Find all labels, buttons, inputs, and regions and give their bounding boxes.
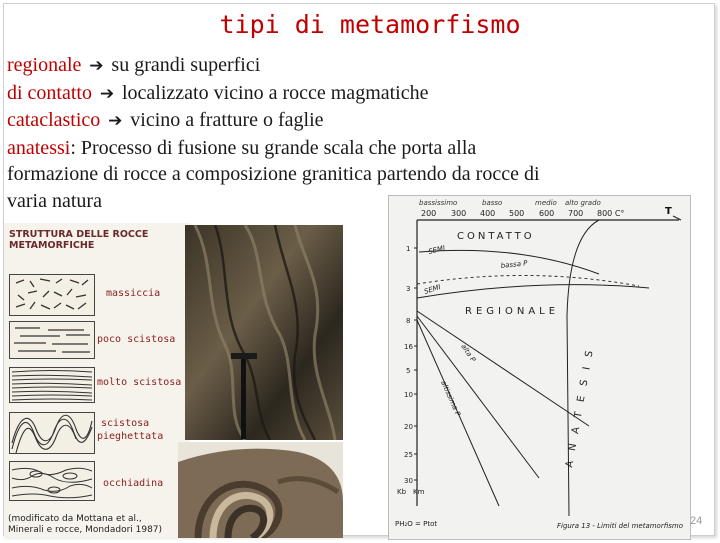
- text-regionale: su grandi superfici: [111, 54, 261, 76]
- structure-heading-line1: STRUTTURA DELLE ROCCE: [9, 229, 149, 240]
- depth-label: 30: [404, 477, 413, 485]
- keyword-cataclastico: cataclastico: [7, 109, 101, 131]
- keyword-anatessi: anatessi: [7, 136, 71, 159]
- temp-label: 400: [480, 209, 496, 218]
- slide-title: tipi di metamorfismo: [219, 10, 521, 39]
- rock-photo-outcrop: [185, 225, 343, 440]
- zone-contatto: CONTATTO: [457, 231, 535, 242]
- line-contatto: [7, 80, 707, 108]
- text-anatessi-1: : Processo di fusione su grande scala che porta alla: [70, 136, 477, 159]
- temp-label: 500: [509, 209, 525, 218]
- depth-label: 3: [406, 285, 411, 293]
- rock-photo-fold: [178, 442, 343, 538]
- depth-label: 8: [406, 317, 411, 325]
- depth-label: 20: [404, 423, 413, 431]
- line-anatessi: [7, 135, 707, 162]
- temp-label: 800 C°: [597, 209, 625, 218]
- structure-label-pieghettata: pieghettata: [97, 431, 164, 442]
- structure-label-occhiadina: occhiadina: [103, 478, 164, 489]
- zone-regionale: REGIONALE: [465, 306, 560, 317]
- temp-label: 300: [451, 209, 467, 218]
- zone-semi-1: SEMI: [427, 244, 446, 256]
- structure-heading-line2: METAMORFICHE: [9, 240, 95, 251]
- zone-semi-2: SEMI: [423, 283, 442, 296]
- caption-line2: Minerali e rocce, Mondadori 1987): [8, 525, 163, 535]
- zone-alta-p: alta P: [459, 342, 478, 364]
- line-cataclastico: [7, 107, 707, 135]
- t-axis-label: T: [665, 206, 672, 217]
- zone-bassa-p: bassa P: [500, 259, 528, 270]
- depth-label: 10: [404, 391, 413, 399]
- caption-line1: (modificato da Mottana et al.,: [8, 514, 142, 524]
- temp-label: 700: [568, 209, 584, 218]
- depth-label: 16: [404, 343, 413, 351]
- km-label: Km: [413, 488, 425, 496]
- sample-occhiadina: [9, 461, 95, 501]
- kb-label: Kb: [397, 488, 407, 496]
- sample-molto-scistosa: [9, 367, 95, 403]
- grade-label-basso: basso: [482, 199, 503, 207]
- temp-label: 600: [539, 209, 555, 218]
- grade-label-medio: medio: [535, 199, 557, 207]
- structure-heading: [9, 229, 179, 251]
- keyword-contatto: di contatto: [7, 81, 92, 104]
- grade-label-bassissimo: bassissimo: [419, 199, 458, 207]
- structure-label-scistosa: scistosa: [101, 418, 150, 429]
- text-anatessi-3: varia natura: [7, 189, 102, 212]
- grade-label-alto: alto grado: [565, 199, 601, 207]
- structure-label-poco-scistosa: poco scistosa: [97, 334, 176, 345]
- text-cataclastico: vicino a fratture o faglie: [130, 109, 324, 131]
- arrow-icon: ➔: [99, 83, 115, 104]
- slide-body: [7, 52, 707, 214]
- depth-label: 1: [406, 245, 411, 253]
- structure-label-massiccia: massiccia: [106, 288, 161, 299]
- text-anatessi-2: formazione di rocce a composizione granitica partendo da rocce di: [7, 163, 540, 185]
- ph2o-label: PH₂O = Ptot: [395, 520, 438, 528]
- arrow-icon: ➔: [108, 111, 123, 131]
- page-number: 24: [690, 515, 703, 527]
- temp-label: 200: [421, 209, 437, 218]
- arrow-icon: ➔: [89, 56, 104, 76]
- zone-altissima-p: altissima P: [439, 379, 462, 418]
- sample-massiccia: [9, 274, 95, 316]
- sample-poco-scistosa: [9, 321, 95, 359]
- depth-label: 25: [404, 451, 413, 459]
- keyword-regionale: regionale: [7, 54, 82, 76]
- metamorphism-limits-diagram: [388, 195, 691, 540]
- depth-label: 5: [406, 367, 411, 375]
- line-regionale: [7, 52, 707, 80]
- figure-caption: Figura 13 - Limiti del metamorfismo: [557, 522, 683, 530]
- sample-scistosa-pieghettata: [9, 412, 95, 454]
- zone-anatesis: ANATESIS: [564, 340, 598, 469]
- structure-caption: [8, 514, 183, 536]
- text-contatto: localizzato vicino a rocce magmatiche: [121, 81, 429, 104]
- structure-label-molto-scistosa: molto scistosa: [97, 377, 182, 388]
